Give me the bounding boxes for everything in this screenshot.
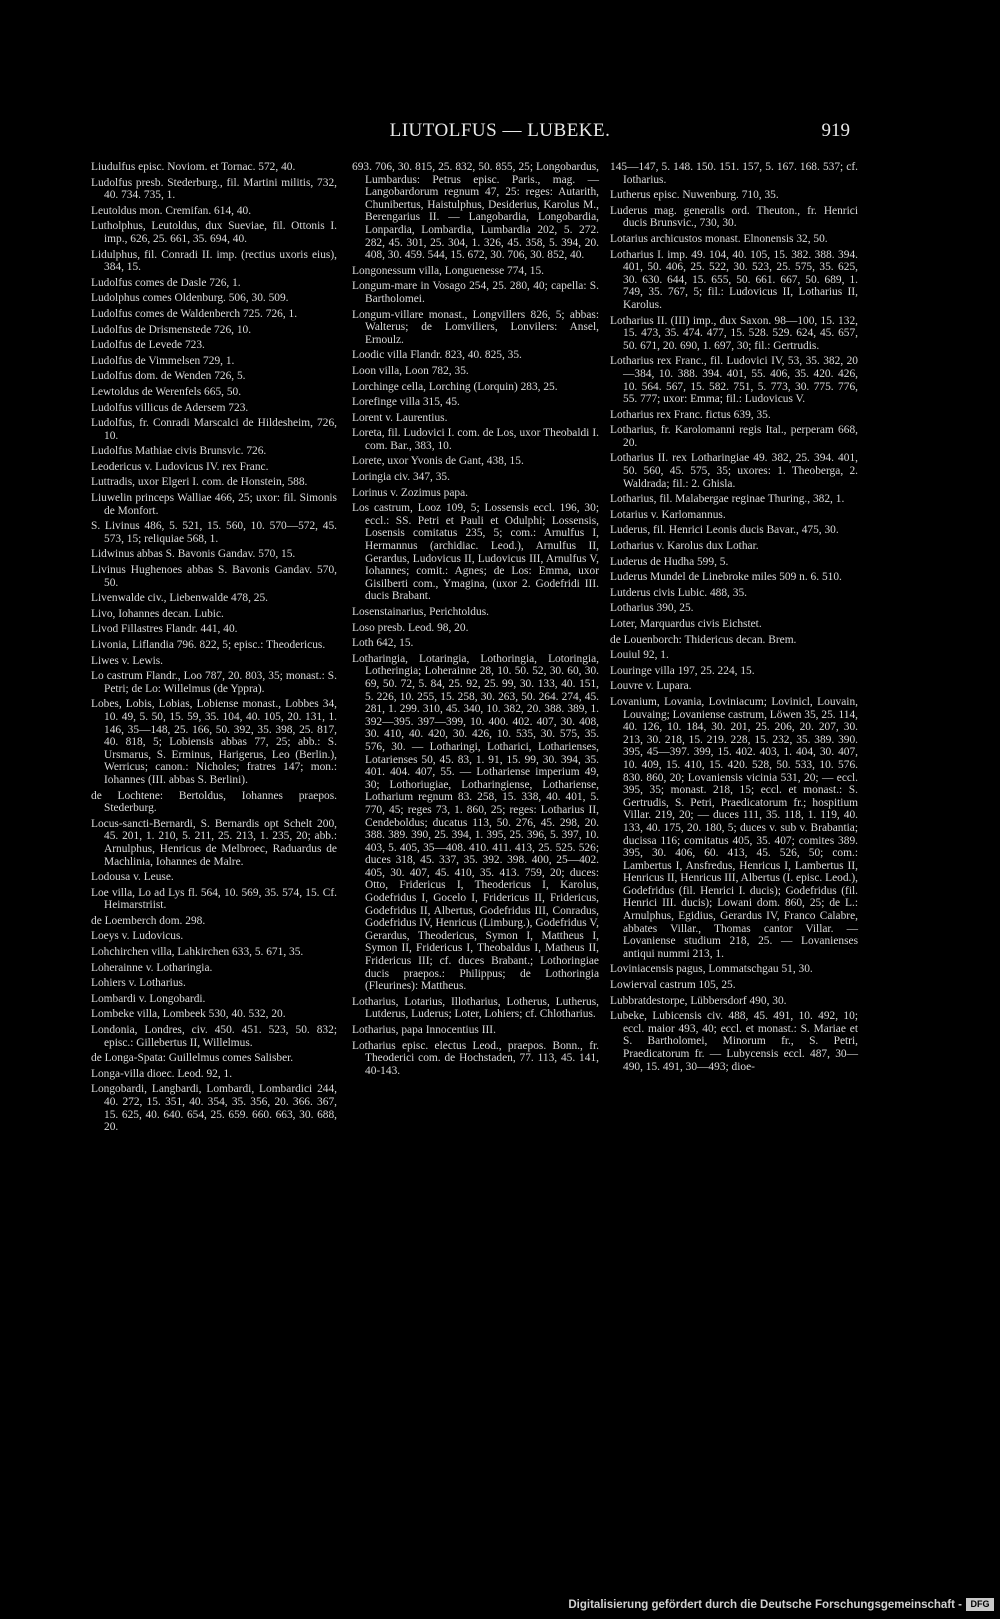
index-entry: Lutderus civis Lubic. 488, 35. (610, 586, 747, 599)
index-entry: Ludolfus de Levede 723. (91, 339, 205, 352)
index-entry: Longobardi, Langbardi, Lombardi, Lombardici 244, 40. 272, 15. 351, 40. 354, 35. 356, 20. 366. 367, 15. 625, 40. 640. 654, 25. 659. 660. 663, 30. 688, 20. (91, 1083, 337, 1134)
index-entry: Ludolfus comes de Dasle 726, 1. (91, 276, 241, 289)
index-entry: Lorefinge villa 315, 45. (352, 396, 460, 409)
index-entry: Loringia civ. 347, 35. (352, 471, 450, 484)
index-entry: Ludolfus presb. Stederburg., fil. Martini militis, 732, 40. 734. 735, 1. (91, 176, 337, 202)
index-entry: Ludolfus de Vimmelsen 729, 1. (91, 354, 235, 367)
index-entry: Lotharius, papa Innocentius III. (352, 1024, 496, 1036)
index-entry: Lo castrum Flandr., Loo 787, 20. 803, 35; monast.: S. Petri; de Lo: Willelmus (de Yppra). (91, 670, 337, 695)
index-entry: Liuwelin princeps Walliae 466, 25; uxor: fil. Simonis de Monfort. (91, 492, 337, 517)
index-entry: Lidulphus, fil. Conradi II. imp. (rectius uxoris eius), 384, 15. (91, 248, 337, 274)
index-entry: Longonessum villa, Longuenesse 774, 15. (352, 264, 545, 277)
index-entry: Loter, Marquardus civis Eichstet. (610, 618, 762, 630)
index-entry: Luderus Mundel de Linebroke miles 509 n. 6. 510. (610, 571, 842, 584)
index-entry: Loreta, fil. Ludovici I. com. de Los, uxor Theobaldi I. com. Bar., 383, 10. (352, 427, 599, 452)
index-entry: Leutoldus mon. Cremifan. 614, 40. (91, 204, 252, 217)
index-entry: Lorete, uxor Yvonis de Gant, 438, 15. (352, 455, 524, 468)
index-column-2 (352, 161, 599, 1080)
index-entry: de Lochtene: Bertoldus, Iohannes praepos. Stederburg. (91, 789, 337, 815)
index-entry: Lorchinge cella, Lorching (Lorquin) 283, 25. (352, 380, 558, 393)
index-entry: Ludolfus villicus de Adersem 723. (91, 401, 249, 414)
index-entry: Livod Fillastres Flandr. 441, 40. (91, 623, 238, 636)
index-entry: Lotharius, Lotarius, Illotharius, Lotherus, Lutherus, Lutderus, Luderus; Loter, Lohiers; cf. Chlotharius. (352, 995, 599, 1021)
index-entry: Ludolfus, fr. Conradi Marscalci de Hildesheim, 726, 10. (91, 417, 337, 442)
index-entry: Lotharius I. imp. 49. 104, 40. 105, 15. 382. 388. 394. 401, 50. 406, 25. 522, 30. 523, 25. 575, 35. 625, 30. 630. 644, 15. 655, 50. 661. 667, 50. 689, 1. 749, 35. 767, 5; fil.: Ludovicus II, Lotharius II, Karolus. (610, 248, 858, 311)
index-entry: Loviniacensis pagus, Lommatschgau 51, 30. (610, 963, 813, 976)
index-entry: Loth 642, 15. (352, 637, 414, 650)
index-entry: Lutherus episc. Nuwenburg. 710, 35. (610, 189, 779, 202)
index-entry: S. Livinus 486, 5. 521, 15. 560, 10. 570—572, 45. 573, 15; reliquiae 568, 1. (91, 520, 337, 545)
index-entry: Los castrum, Looz 109, 5; Lossensis eccl. 196, 30; eccl.: SS. Petri et Pauli et Odulphi; Lossensis, Losensis comitatus 235, 5; com.: Arnulfus I, Hermannus (archidiac. Leod.), Arnulfus II, Gerardus, Ludovicus II, Ludovicus III, Arnulfus V, Iohannes; comit.: Agnes; de Los: Emma, uxor Gisilberti com., Ymagina, (uxor 2. Godefridi III. ducis Brabant. (352, 502, 599, 603)
index-entry: Lohiers v. Lotharius. (91, 977, 186, 990)
index-entry: Loherainne v. Lotharingia. (91, 961, 213, 974)
index-entry: Lombardi v. Longobardi. (91, 992, 206, 1005)
index-entry: Lotarius archicustos monast. Elnonensis 32, 50. (610, 232, 828, 245)
index-entry: Lotharius II. rex Lotharingiae 49. 382, 25. 394. 401, 50. 560, 45. 575, 35; uxores: 1. Theoberga, 2. Waldrada; fil.: 2. Ghisla. (610, 452, 858, 490)
index-entry: Livo, Iohannes decan. Lubic. (91, 607, 224, 620)
index-entry: Lubeke, Lubicensis civ. 488, 45. 491, 10. 492, 10; eccl. maior 493, 40; eccl. et monast.: S. Mariae et S. Bartholomei, Minorum fr., S. Petri, Praedicatorum fr. — Lubycensis eccl. 487, 30—490, 15. 491, 30—493; dioe- (610, 1010, 858, 1073)
index-entry: Longum-mare in Vosago 254, 25. 280, 40; capella: S. Bartholomei. (352, 280, 599, 305)
index-entry: Lotharingia, Lotaringia, Lothoringia, Lotoringia, Lotheringia; Loherainne 28, 10. 50. 52, 30. 60, 30. 69, 50. 72, 5. 84, 25. 92, 25. 99, 30. 133, 40. 151, 5. 226, 10. 255, 15. 258, 30. 263, 50. 264. 274, 45. 281, 1. 299. 310, 45. 340, 10. 382, 20. 388. 389, 1. 392—395. 397—399, 10. 400. 402. 407, 30. 408, 30. 410, 40. 420, 30. 426, 10. 535, 30. 575, 35. 576, 30. — Lotharingi, Lotharici, Lotharienses, Lotarienses 50, 45. 83, 1. 91, 15. 99, 30. 394, 35. 401. 404. 407, 55. — Lothariense imperium 49, 30; Lothoriugiae, Lotharingiense, Lothariense, Lotharium regnum 83. 258, 15. 338, 40. 401, 5. 770, 45; reges 73, 1. 860, 25; reges: Lotharius II, Cendeboldus; ducatus 113, 50. 276, 45. 298, 20. 388. 389. 390, 25. 394, 1. 395, 25. 396, 5. 397, 10. 403, 5. 405, 35—408. 410. 411. 413, 25. 525. 526; duces 318, 45. 337, 35. 392. 398. 400, 25—402. 405, 30. 407, 45. 410, 35. 413. 759, 20; duces: Otto, Fridericus I, Theodericus I, Karolus, Godefridus I, Gocelo I, Fridericus II, Fridericus, Godefridus II, Albertus, Godefridus III, Conradus, Godefridus IV, Henricus (Limburg.), Godefridus V, Gerardus, Theodericus, Symon I, Mattheus I, Symon II, Fridericus I, Theobaldus I, Matheus II, Fridericus III; cf. duces Brabant.; Lothoringiae ducis praepos.: Philippus; de Lothoringia (Fleurines): Mattheus. (352, 652, 599, 993)
index-entry: Ludolfus dom. de Wenden 726, 5. (91, 370, 246, 383)
index-entry: Lowierval castrum 105, 25. (610, 979, 736, 992)
index-entry: Lotharius episc. electus Leod., praepos. Bonn., fr. Theoderici com. de Hochstaden, 77. 113, 45. 141, 40-143. (352, 1039, 599, 1077)
index-entry: Lombeke villa, Lombeek 530, 40. 532, 20. (91, 1008, 286, 1021)
index-entry: Lorent v. Laurentius. (352, 411, 448, 424)
dfg-logo: DFG (966, 1598, 994, 1611)
index-entry: Lewtoldus de Werenfels 665, 50. (91, 385, 242, 398)
index-entry: Ludolfus de Drismenstede 726, 10. (91, 323, 252, 336)
index-entry: Liudulfus episc. Noviom. et Tornac. 572, 40. (91, 161, 296, 173)
index-entry: Leodericus v. Ludovicus IV. rex Franc. (91, 460, 269, 473)
index-entry: Losenstainarius, Perichtoldus. (352, 606, 489, 618)
index-entry: Lohchirchen villa, Lahkirchen 633, 5. 671, 35. (91, 946, 304, 959)
index-entry: Loon villa, Loon 782, 35. (352, 364, 469, 377)
index-entry: Livinus Hughenoes abbas S. Bavonis Gandav. 570, 50. (91, 564, 337, 589)
index-entry: Lidwinus abbas S. Bavonis Gandav. 570, 15. (91, 548, 296, 561)
page-header (0, 118, 1000, 148)
index-column-3 (610, 161, 858, 1076)
index-entry: Livenwalde civ., Liebenwalde 478, 25. (91, 592, 269, 605)
index-entry: Lotharius II. (III) imp., dux Saxon. 98—100, 15. 132, 15. 473, 35. 474. 477, 15. 528. 529. 624, 45. 657, 50. 671, 20. 690, 1. 697, 30; fil.: Gertrudis. (610, 314, 858, 352)
index-entry: de Longa-Spata: Guillelmus comes Salisber. (91, 1052, 294, 1065)
page-number: 919 (821, 120, 850, 141)
index-entry: Loe villa, Lo ad Lys fl. 564, 10. 569, 35. 574, 15. Cf. Heimarstriist. (91, 886, 337, 912)
index-entry: Lodousa v. Leuse. (91, 871, 174, 884)
index-entry: Luderus mag. generalis ord. Theuton., fr. Henrici ducis Brunsvic., 730, 30. (610, 204, 858, 230)
index-entry: 693. 706, 30. 815, 25. 832, 50. 855, 25; Longobardus, Lumbardus: Petrus episc. Paris., mag. — Langobardorum regnum 47, 25: reges: Autarith, Chunibertus, Haistulphus, Desiderius, Karolus M., Berengarius II. — Langobardia, Longobardia, Lonpardia, Lombardia, Lumbardia 202, 5. 272. 282, 45. 301, 25. 304, 1. 326, 45. 358, 5. 394, 20. 408, 30. 459. 544, 15. 672, 30. 706, 30. 852, 40. (352, 161, 599, 262)
index-entry: Louringe villa 197, 25. 224, 15. (610, 664, 755, 677)
index-entry: Ludolfus Mathiae civis Brunsvic. 726. (91, 445, 267, 458)
index-entry: 145—147, 5. 148. 150. 151. 157, 5. 167. 168. 537; cf. Iotharius. (610, 161, 858, 186)
page-footer (0, 1594, 1000, 1619)
index-entry: Loso presb. Leod. 98, 20. (352, 621, 469, 634)
index-column-1 (91, 161, 337, 1137)
index-entry: Lutholphus, Leutoldus, dux Sueviae, fil. Ottonis I. imp., 626, 25. 661, 35. 694, 40. (91, 220, 337, 245)
index-entry: Lubbratdestorpe, Lübbersdorf 490, 30. (610, 994, 787, 1007)
index-entry: Lotarius v. Karlomannus. (610, 508, 726, 521)
index-entry: Longa-villa dioec. Leod. 92, 1. (91, 1067, 233, 1080)
index-entry: Lovanium, Lovania, Loviniacum; Lovinicl, Louvain, Louvaing; Lovaniense castrum, Löwen 35, 25. 114, 40. 126, 10. 184, 30. 201, 25. 206, 20. 207, 30. 213, 30. 218, 15. 219. 228, 15. 232, 35. 389. 390. 395, 45—397. 399, 15. 402. 403, 1. 404, 30. 407, 10. 409, 15. 410, 15. 420. 528, 50. 533, 10. 576. 830. 860, 20; Lovaniensis vicinia 531, 20; — eccl. 395, 35; monast. 218, 15; eccl. et monast.: S. Gertrudis, S. Petri, Praedicatorum fr.; hospitium Villar. 219, 20; — duces 111, 35. 118, 1. 119, 40. 133, 40. 175, 20. 180, 5; duces v. sub v. Brabantia; ducissa 116; comitatus 405, 35. 407; comites 389. 395, 30. 406, 60. 413, 45. 526, 50; com.: Lambertus I, Ansfredus, Henricus I, Lambertus II, Henricus II, Henricus III, Albertus (I. episc. Leod.), Godefridus (fil. Henrici I. ducis); Godefridus (fil. Henrici III. ducis); Lowani dom. 860, 25; de L.: Arnulphus, Egidius, Gerardus IV, Franco Calabre, abbates Villar., Thomas cantor Villar. — Lovaniense studium 218, 25. — Lovanienses antiqui nummi 213, 1. (610, 695, 859, 960)
index-entry: Luderus, fil. Henrici Leonis ducis Bavar., 475, 30. (610, 524, 839, 537)
index-entry: Lotharius 390, 25. (610, 602, 694, 615)
index-entry: Lotharius v. Karolus dux Lothar. (610, 540, 759, 553)
index-entry: Lorinus v. Zozimus papa. (352, 486, 468, 499)
index-entry: Luttradis, uxor Elgeri I. com. de Honstein, 588. (91, 476, 308, 489)
index-entry: Louvre v. Lupara. (610, 680, 692, 693)
index-entry: Londonia, Londres, civ. 450. 451. 523, 50. 832; episc.: Gillebertus II, Willelmus. (91, 1024, 337, 1049)
index-entry: Luderus de Hudha 599, 5. (610, 555, 729, 568)
index-entry: de Loemberch dom. 298. (91, 914, 206, 927)
index-entry: Ludolphus comes Oldenburg. 506, 30. 509. (91, 292, 289, 305)
index-entry: Ludolfus comes de Waldenberch 725. 726, 1. (91, 307, 298, 320)
index-entry: de Louenborch: Thidericus decan. Brem. (610, 633, 797, 646)
index-entry: Lotharius rex Franc. fictus 639, 35. (610, 408, 771, 421)
index-entry: Lobes, Lobis, Lobias, Lobiense monast., Lobbes 34, 10. 49, 5. 50, 15. 59, 35. 104, 40. 105, 20. 131, 1. 146, 35—148, 25. 166, 50. 392, 35. 398, 25. 817, 40. 818, 5; Lobiensis abbas 77, 25; abb.: S. Ursmarus, S. Erminus, Harigerus, Leo (Berlin.), Werricus; canon.: Nicholes; fratres 147; mon.: Iohannes (III. abbas S. Berlini). (91, 698, 337, 786)
index-entry: Locus-sancti-Bernardi, S. Bernardis opt Schelt 200, 45. 201, 1. 210, 5. 211, 25. 213, 1. 235, 20; abb.: Arnulphus, Henricus de Melbroec, Raduardus de Machlinia, Iohannes de Malre. (91, 817, 337, 868)
funding-notice: Digitalisierung gefördert durch die Deutsche Forschungsgemeinschaft - (568, 1599, 962, 1611)
index-entry: Loodic villa Flandr. 823, 40. 825, 35. (352, 349, 522, 362)
index-entry: Lotharius, fil. Malabergae reginae Thuring., 382, 1. (610, 493, 845, 506)
index-entry: Livonia, Liflandia 796. 822, 5; episc.: Theodericus. (91, 639, 326, 651)
index-entry: Lotharius rex Franc., fil. Ludovici IV, 53, 35. 382, 20—384, 10. 388. 394. 401, 55. 406, 35. 420. 426, 10. 564. 567, 15. 582. 751, 5. 773, 30. 775. 776, 55. 777; uxor: Emma; fil.: Ludovicus V. (610, 355, 858, 406)
running-title: LIUTOLFUS — LUBEKE. (389, 120, 611, 141)
index-entry: Louiul 92, 1. (610, 649, 669, 662)
index-entry: Loeys v. Ludovicus. (91, 930, 184, 943)
index-entry: Longum-villare monast., Longvillers 826, 5; abbas: Walterus; de Lomviliers, Lonvilers: Ansel, Ernoulz. (352, 308, 599, 346)
index-entry: Lotharius, fr. Karolomanni regis Ital., perperam 668, 20. (610, 424, 858, 449)
index-entry: Liwes v. Lewis. (91, 654, 164, 667)
